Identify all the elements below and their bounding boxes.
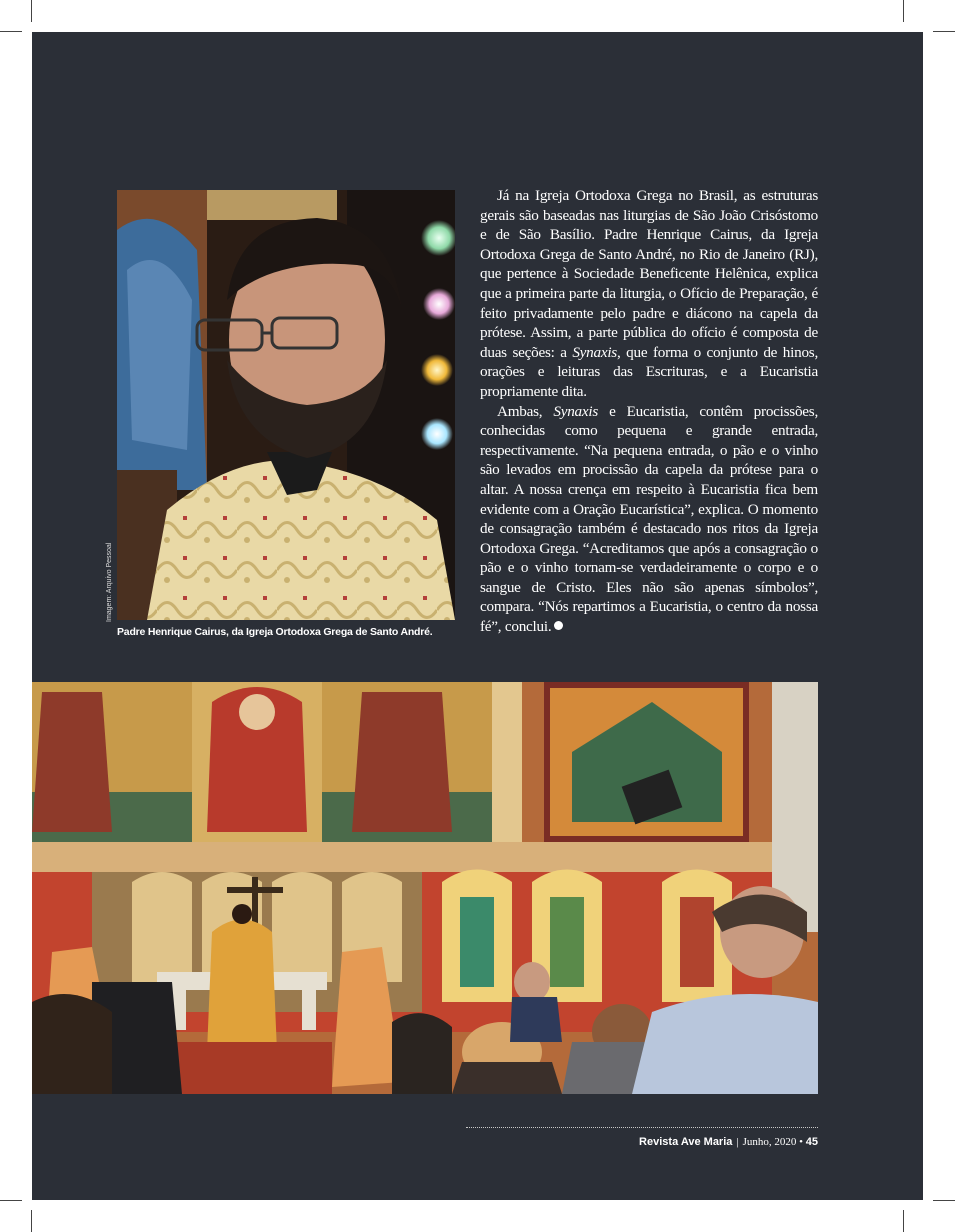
crop-mark — [933, 31, 955, 32]
crop-mark — [0, 31, 22, 32]
crop-mark — [0, 1200, 22, 1201]
issue-date: Junho, 2020 — [742, 1136, 797, 1148]
magazine-name: Revista Ave Maria — [639, 1136, 733, 1148]
footer-separator: | — [736, 1136, 739, 1148]
crop-mark — [903, 1210, 904, 1232]
footer-rule — [466, 1127, 818, 1128]
footer-bullet: • — [799, 1136, 803, 1148]
end-mark-icon — [554, 621, 563, 630]
crop-mark — [903, 0, 904, 22]
paragraph-1: Já na Igreja Ortodoxa Grega no Brasil, as estruturas gerais são baseadas nas liturgias de São João Crisóstomo e de São Basílio. Padre Henrique Cairus, da Igreja Ortodoxa Grega de Santo André, no Rio de Janeiro (RJ), que pertence à Sociedade Beneficente Helênica, explica que a primeira parte da liturgia, o Ofício de Preparação, é feito privadamente pelo padre e diácono na capela da prótese. Assim, a parte pública do ofício é composta de duas seções: a Synaxis, que forma o conjunto de hinos, orações e leituras das Escrituras, e a Eucaristia propriamente dita. — [480, 187, 818, 400]
page-number: 45 — [805, 1136, 818, 1148]
crop-mark — [31, 1210, 32, 1232]
crop-mark — [933, 1200, 955, 1201]
paragraph-2: Ambas, Synaxis e Eucaristia, contêm procissões, conhecidas como pequena e grande entrada, respectivamente. “Na pequena entrada, o pão e o vinho são levados em procissão da capela da prótese para o altar. A nossa crença em respeito à Eucaristia fica bem evidente com a Oração Eucarística”, explica. O momento de consagração também é destacado nos ritos da Igreja Ortodoxa Grega. “Acreditamos que após a consagração o pão e o vinho tornam-se verdadeiramente o corpo e o sangue de Cristo. Eles não são apenas símbolos”, compara. “Nós repartimos a Eucaristia, o centro da nossa fé”, conclui. — [480, 402, 818, 636]
photo-credit: Imagem: Arquivo Pessoal — [106, 542, 113, 622]
priest-photo — [117, 190, 455, 620]
page-footer — [639, 1136, 818, 1148]
photo-caption: Padre Henrique Cairus, da Igreja Ortodoxa Grega de Santo André. — [117, 626, 433, 638]
article-body — [480, 186, 818, 637]
church-interior-photo — [32, 682, 818, 1094]
crop-mark — [31, 0, 32, 22]
